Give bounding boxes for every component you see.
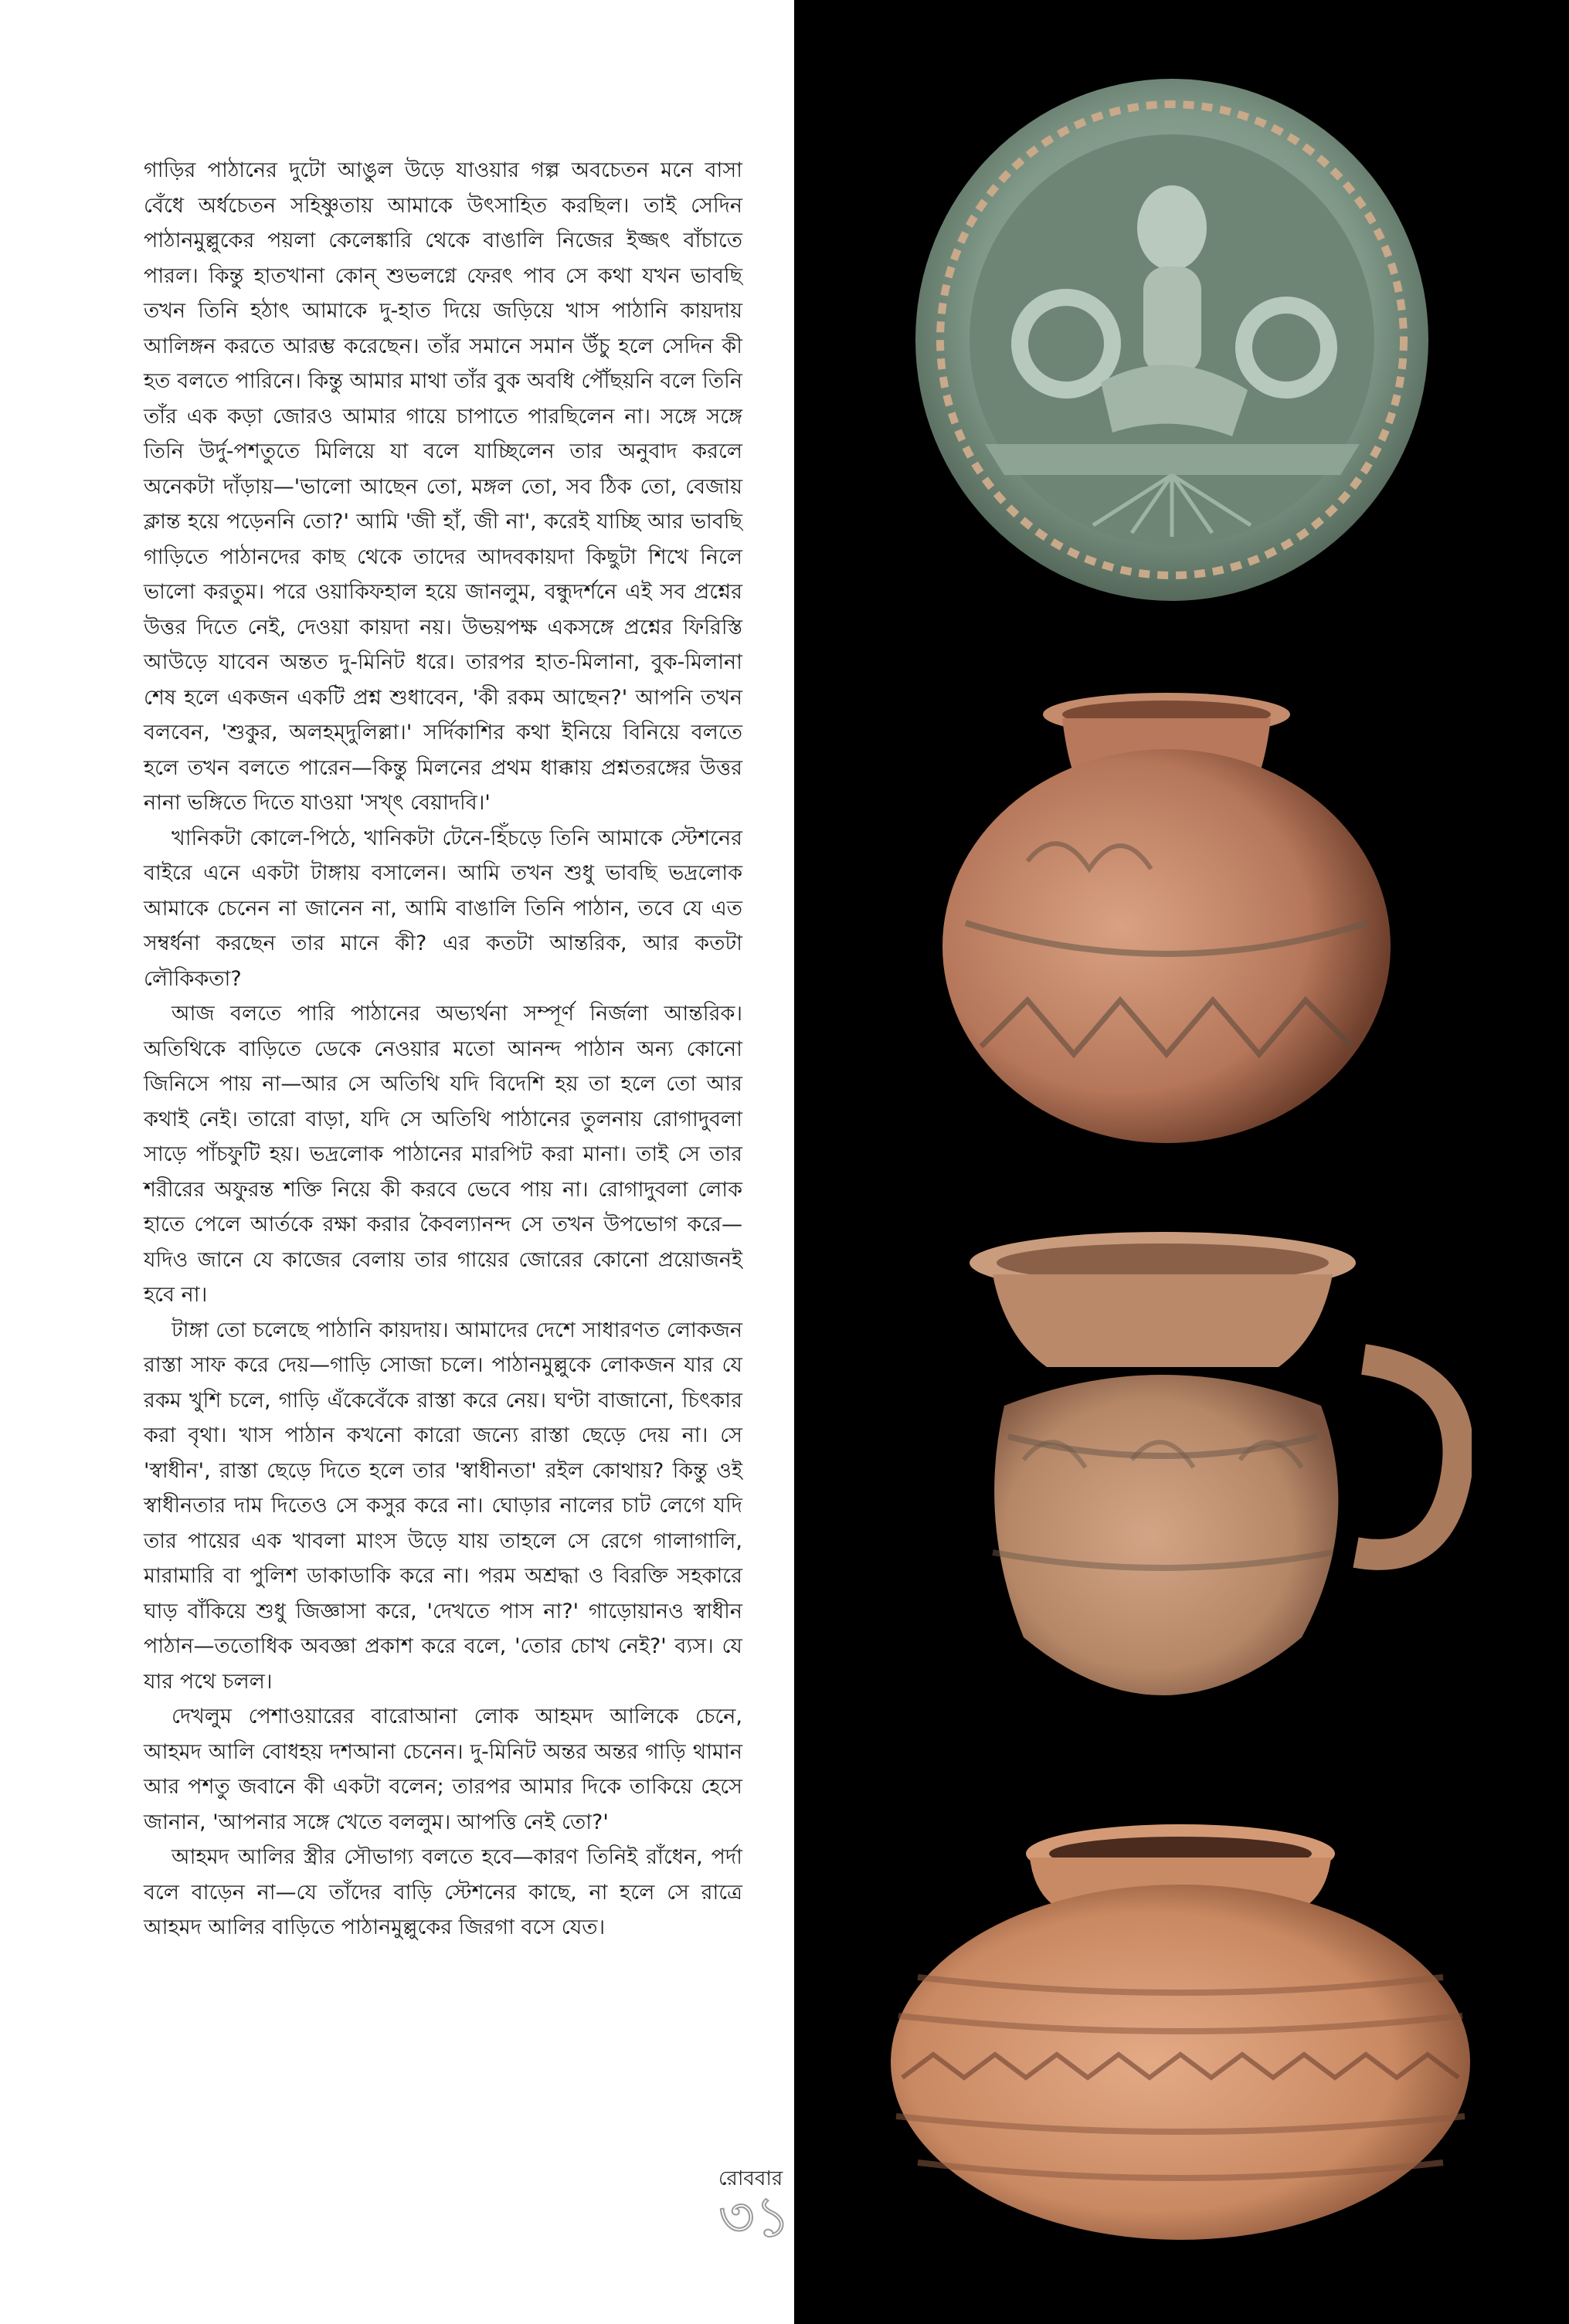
paragraph-6: আহমদ আলির স্ত্রীর সৌভাগ্য বলতে হবে—কারণ তিনিই রাঁধেন, পর্দা বলে বাড়েন না—যে তাঁদের বাড়ি স্টেশনের কাছে, না হলে সে রাত্রে আহমদ আলির বাড়িতে পাঠানমুল্লুকের জিরগা বসে যেত।: [144, 1845, 742, 1939]
paragraph-4: টাঙ্গা তো চলেছে পাঠানি কায়দায়। আমাদের দেশে সাধারণত লোকজন রাস্তা সাফ করে দেয়—গাড়ি সোজা চলে। পাঠানমুল্লুকে লোকজন যার যে রকম খুশি চলে, গাড়ি এঁকেবেঁকে রাস্তা করে নেয়। ঘণ্টা বাজানো, চিৎকার করা বৃথা। খাস পাঠান কখনো কারো জন্যে রাস্তা ছেড়ে দেয় না। সে 'স্বাধীন', রাস্তা ছেড়ে দিতে হলে তার 'স্বাধীনতা' রইল কোথায়? কিন্তু ওই স্বাধীনতার দাম দিতেও সে কসুর করে না। ঘোড়ার নালের চাট লেগে যদি তার পায়ের এক খাবলা মাংস উড়ে যায় তাহলে সে রেগে গালাগালি, মারামারি বা পুলিশ ডাকাডাকি করে না। পরম অশ্রদ্ধা ও বিরক্তি সহকারে ঘাড় বাঁকিয়ে শুধু জিজ্ঞাসা করে, 'দেখতে পাস না?' গাড়োয়ানও স্বাধীন পাঠান—ততোধিক অবজ্ঞা প্রকাশ করে বলে, 'তোর চোখ নেই?' ব্যস। যে যার পথে চলল।: [144, 1318, 742, 1694]
paragraph-3: আজ বলতে পারি পাঠানের অভ্যর্থনা সম্পূর্ণ নির্জলা আন্তরিক। অতিথিকে বাড়িতে ডেকে নেওয়ার মতো আনন্দ পাঠান অন্য কোনো জিনিসে পায় না—আর সে অতিথি যদি বিদেশি হয় তা হলে তো আর কথাই নেই। তারো বাড়া, যদি সে অতিথি পাঠানের তুলনায় রোগাদুবলা সাড়ে পাঁচফুটি হয়। ভদ্রলোক পাঠানের মারপিট করা মানা। তাই সে তার শরীরের অফুরন্ত শক্তি নিয়ে কী করবে ভেবে পায় না। রোগাদুবলা লোক হাতে পেলে আর্তকে রক্ষা করার কৈবল্যানন্দ সে তখন উপভোগ করে—যদিও জানে যে কাজের বেলায় তার গায়ের জোরের কোনো প্রয়োজনই হবে না।: [144, 1002, 742, 1307]
handled-jar-image: [931, 1228, 1472, 1738]
magazine-name: রোববার: [718, 2167, 783, 2190]
paragraph-5: দেখলুম পেশাওয়ারের বারোআনা লোক আহমদ আলিকে চেনে, আহমদ আলি বোধহয় দশআনা চেনেন। দু-মিনিট অন্তর অন্তর গাড়ি থামান আর পশতু জবানে কী একটা বলেন; তারপর আমার দিকে তাকিয়ে হেসে জানান, 'আপনার সঙ্গে খেতে বললুম। আপত্তি নেই তো?': [144, 1705, 742, 1834]
painted-globular-pot-image: [935, 691, 1398, 1155]
paragraph-2: খানিকটা কোলে-পিঠে, খানিকটা টেনে-হিঁচড়ে তিনি আমাকে স্টেশনের বাইরে এনে একটা টাঙ্গায় বসালেন। আমি তখন শুধু ভাবছি ভদ্রলোক আমাকে চেনেন না জানেন না, আমি বাঙালি তিনি পাঠান, তবে যে এত সম্বর্ধনা করছেন তার মানে কী? এর কতটা আন্তরিক, আর কতটা লৌকিকতা?: [144, 826, 742, 991]
striped-pot-image: [887, 1823, 1474, 2255]
article-body: [144, 153, 742, 1946]
page-folio: [718, 2163, 803, 2255]
paragraph-1: গাড়ির পাঠানের দুটো আঙুল উড়ে যাওয়ার গল্প অবচেতন মনে বাসা বেঁধে অর্ধচেতন সহিষ্ণুতায় আমাকে উৎসাহিত করছিল। তাই সেদিন পাঠানমুল্লুকের পয়লা কেলেঙ্কারি থেকে বাঙালি নিজের ইজ্জৎ বাঁচাতে পারল। কিন্তু হাতখানা কোন্‌ শুভলগ্নে ফেরৎ পাব সে কথা যখন ভাবছি তখন তিনি হঠাৎ আমাকে দু-হাত দিয়ে জড়িয়ে খাস পাঠানি কায়দায় আলিঙ্গন করতে আরম্ভ করেছেন। তাঁর সমানে সমান উঁচু হলে সেদিন কী হত বলতে পারিনে। কিন্তু আমার মাথা তাঁর বুক অবধি পৌঁছয়নি বলে তিনি তাঁর এক কড়া জোরও আমার গায়ে চাপাতে পারছিলেন না। সঙ্গে সঙ্গে তিনি উর্দু-পশতুতে মিলিয়ে যা বলে যাচ্ছিলেন তার অনুবাদ করলে অনেকটা দাঁড়ায়—'ভালো আছেন তো, মঙ্গল তো, সব ঠিক তো, বেজায় ক্লান্ত হয়ে পড়েননি তো?' আমি 'জী হাঁ, জী না', করেই যাচ্ছি আর ভাবছি গাড়িতে পাঠানদের কাছ থেকে তাদের আদবকায়দা কিছুটা শিখে নিলে ভালো করতুম। পরে ওয়াকিফহাল হয়ে জানলুম, বন্ধুদর্শনে এই সব প্রশ্নের উত্তর দিতে নেই, দেওয়া কায়দা নয়। উভয়পক্ষ একসঙ্গে প্রশ্নের ফিরিস্তি আউড়ে যাবেন অন্তত দু-মিনিট ধরে। তারপর হাত-মিলানা, বুক-মিলানা শেষ হলে একজন একটি প্রশ্ন শুধাবেন, 'কী রকম আছেন?' আপনি তখন বলবেন, 'শুকুর, অলহম্‌দুলিল্লা।' সর্দিকাশির কথা ইনিয়ে বিনিয়ে বলতে হলে তখন বলতে পারেন—কিন্তু মিলনের প্রথম ধাক্কায় প্রশ্নতরঙ্গের উত্তর নানা ভঙ্গিতে দিতে যাওয়া 'সখ্‌ৎ বেয়াদবি।': [144, 158, 742, 815]
terracotta-medallion-image: [908, 73, 1437, 606]
page-number: ৩১: [718, 2184, 791, 2249]
